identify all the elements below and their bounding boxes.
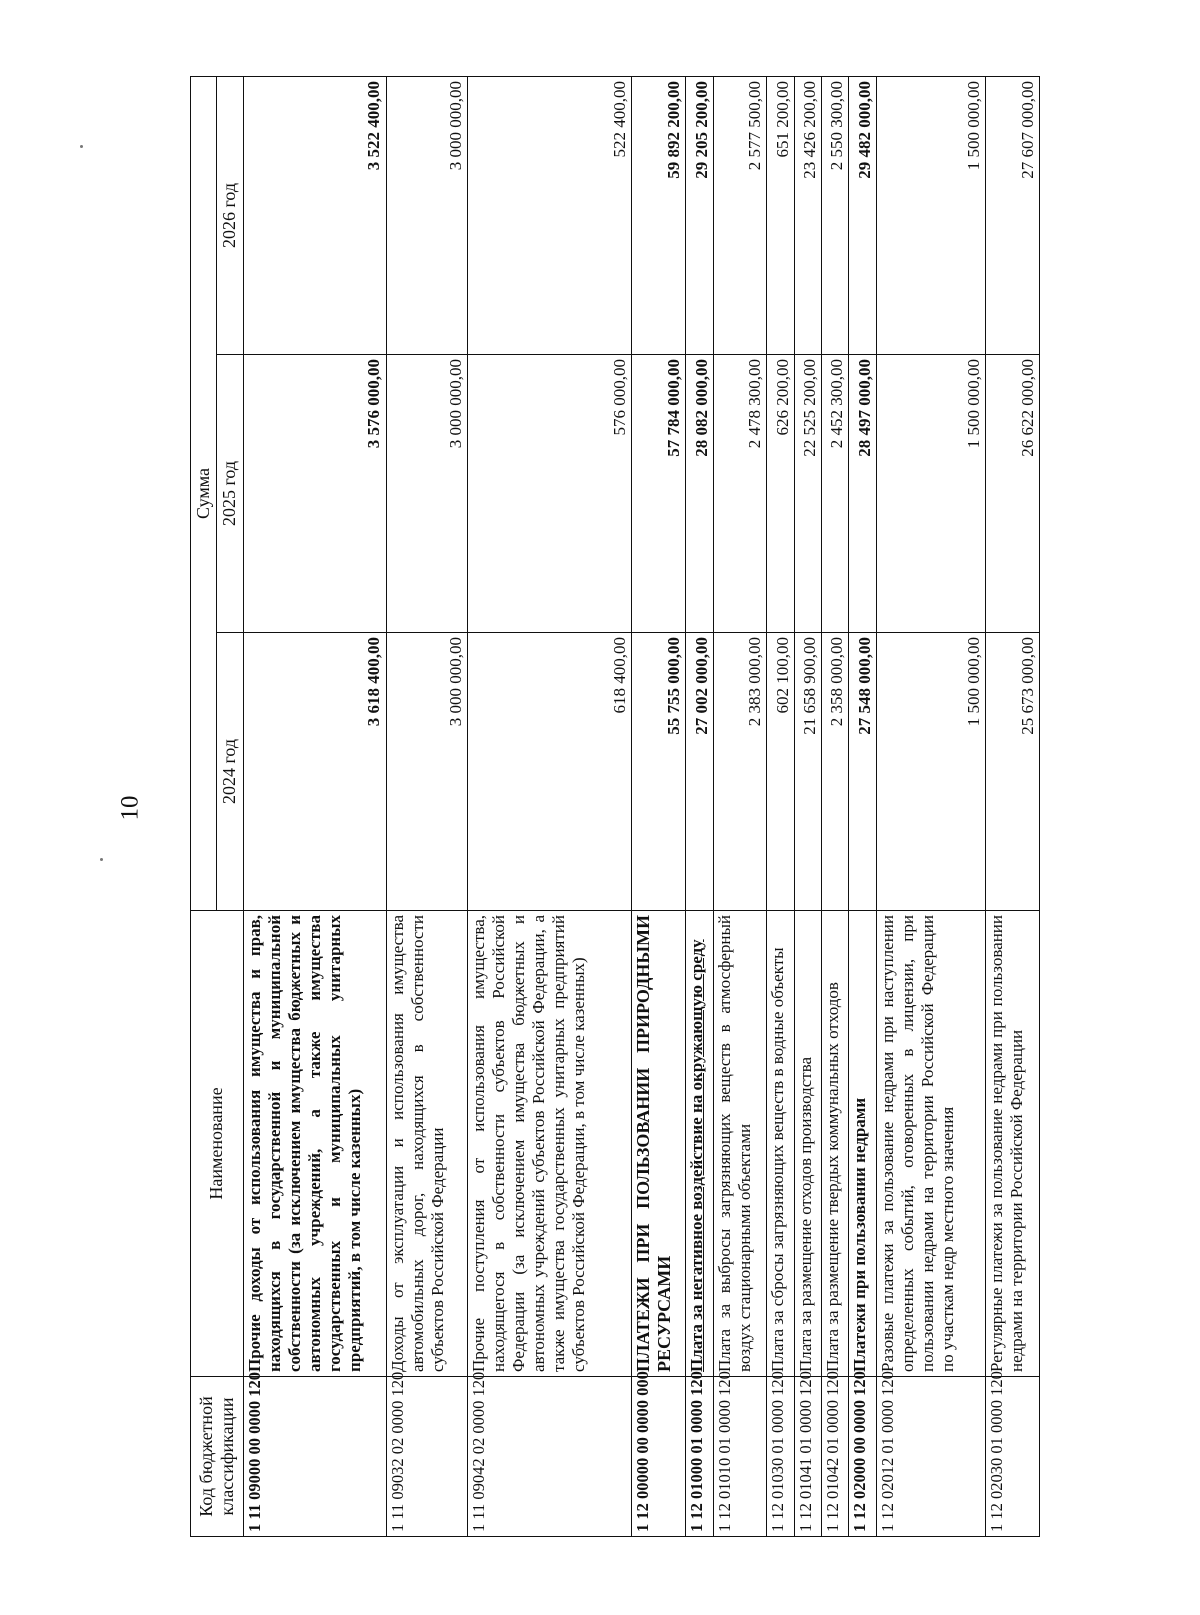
row-2025: 28 082 000,00	[686, 355, 713, 633]
table-row	[713, 76, 767, 1536]
budget-table	[190, 76, 1040, 1537]
table-row	[986, 76, 1040, 1536]
budget-table-rotated	[190, 77, 1040, 1537]
scan-speck	[100, 858, 103, 861]
row-code: 1 12 01042 01 0000 120	[822, 1377, 849, 1537]
row-name: Плата за выбросы загрязняющих веществ в атмосферный воздух стационарными объектами	[713, 911, 767, 1377]
header-2024: 2024 год	[217, 633, 243, 911]
row-2024: 618 400,00	[467, 633, 631, 911]
row-2024: 27 002 000,00	[686, 633, 713, 911]
row-2024: 602 100,00	[767, 633, 794, 911]
row-code: 1 12 01010 01 0000 120	[713, 1377, 767, 1537]
row-code: 1 11 09000 00 0000 120	[243, 1377, 386, 1537]
row-name: ПЛАТЕЖИ ПРИ ПОЛЬЗОВАНИИ ПРИРОДНЫМИ РЕСУРСАМИ	[631, 911, 686, 1377]
row-name: Плата за размещение отходов производства	[794, 911, 821, 1377]
row-name: Разовые платежи за пользование недрами при наступлении определенных событий, оговоренных в лицензии, при пользовании недрами на территории Российской Федерации по участкам недр местного значения	[876, 911, 985, 1377]
row-2024: 27 548 000,00	[849, 633, 876, 911]
row-2025: 1 500 000,00	[876, 355, 985, 633]
row-2024: 2 383 000,00	[713, 633, 767, 911]
page-number: 10	[116, 795, 144, 821]
table-row	[386, 76, 467, 1536]
row-code: 1 12 02030 01 0000 120	[986, 1377, 1040, 1537]
row-2026: 3 522 400,00	[243, 76, 386, 354]
row-2026: 27 607 000,00	[986, 76, 1040, 354]
row-2024: 3 000 000,00	[386, 633, 467, 911]
table-row	[794, 76, 821, 1536]
row-2026: 651 200,00	[767, 76, 794, 354]
row-2026: 1 500 000,00	[876, 76, 985, 354]
row-2025: 26 622 000,00	[986, 355, 1040, 633]
row-2025: 57 784 000,00	[631, 355, 686, 633]
row-2024: 21 658 900,00	[794, 633, 821, 911]
row-2025: 3 576 000,00	[243, 355, 386, 633]
row-2026: 3 000 000,00	[386, 76, 467, 354]
row-2026: 2 550 300,00	[822, 76, 849, 354]
row-code: 1 12 00000 00 0000 000	[631, 1377, 686, 1537]
row-2026: 23 426 200,00	[794, 76, 821, 354]
header-code: Код бюджетной классификации	[191, 1377, 244, 1537]
table-row	[467, 76, 631, 1536]
table-row	[767, 76, 794, 1536]
row-2024: 1 500 000,00	[876, 633, 985, 911]
table-row	[243, 76, 386, 1536]
row-name: Прочие поступления от использования имущества, находящегося в собственности субъектов Российской Федерации (за исключением имущества бюджетных и автономных учреждений субъектов Российской Федерации, а также имущества государственных унитарных предприятий субъектов Российской Федерации, в том числе казенных)	[467, 911, 631, 1377]
row-name: Прочие доходы от использования имущества и прав, находящихся в государственной и муниципальной собственности (за исключением имущества бюджетных и автономных учреждений, а также имущества государственных и муниципальных унитарных предприятий, в том числе казенных)	[243, 911, 386, 1377]
row-2025: 576 000,00	[467, 355, 631, 633]
row-code: 1 11 09042 02 0000 120	[467, 1377, 631, 1537]
row-name: Доходы от эксплуатации и использования имущества автомобильных дорог, находящихся в собственности субъектов Российской Федерации	[386, 911, 467, 1377]
row-2025: 3 000 000,00	[386, 355, 467, 633]
header-sum: Сумма	[191, 76, 217, 910]
header-2026: 2026 год	[217, 76, 243, 354]
row-code: 1 12 02012 01 0000 120	[876, 1377, 985, 1537]
row-2025: 28 497 000,00	[849, 355, 876, 633]
row-name: Плата за сбросы загрязняющих веществ в водные объекты	[767, 911, 794, 1377]
row-2024: 3 618 400,00	[243, 633, 386, 911]
table-row	[849, 76, 876, 1536]
row-name: Плата за размещение твердых коммунальных отходов	[822, 911, 849, 1377]
row-2025: 626 200,00	[767, 355, 794, 633]
row-2025: 2 478 300,00	[713, 355, 767, 633]
row-2026: 29 205 200,00	[686, 76, 713, 354]
table-row	[686, 76, 713, 1536]
row-code: 1 12 01000 01 0000 120	[686, 1377, 713, 1537]
row-2024: 55 755 000,00	[631, 633, 686, 911]
row-2025: 22 525 200,00	[794, 355, 821, 633]
header-name: Наименование	[191, 911, 244, 1377]
row-2026: 2 577 500,00	[713, 76, 767, 354]
table-row	[876, 76, 985, 1536]
row-name: Регулярные платежи за пользование недрами при пользовании недрами на территории Российской Федерации	[986, 911, 1040, 1377]
row-2026: 522 400,00	[467, 76, 631, 354]
header-2025: 2025 год	[217, 355, 243, 633]
row-code: 1 12 01041 01 0000 120	[794, 1377, 821, 1537]
scan-speck	[80, 145, 83, 148]
row-2025: 2 452 300,00	[822, 355, 849, 633]
row-name: Платежи при пользовании недрами	[849, 911, 876, 1377]
table-row	[631, 76, 686, 1536]
row-2026: 29 482 000,00	[849, 76, 876, 354]
row-name: Плата за негативное воздействие на окружающую среду	[686, 911, 713, 1377]
row-2024: 25 673 000,00	[986, 633, 1040, 911]
table-row	[822, 76, 849, 1536]
row-2026: 59 892 200,00	[631, 76, 686, 354]
row-code: 1 12 01030 01 0000 120	[767, 1377, 794, 1537]
row-code: 1 11 09032 02 0000 120	[386, 1377, 467, 1537]
row-code: 1 12 02000 00 0000 120	[849, 1377, 876, 1537]
row-2024: 2 358 000,00	[822, 633, 849, 911]
